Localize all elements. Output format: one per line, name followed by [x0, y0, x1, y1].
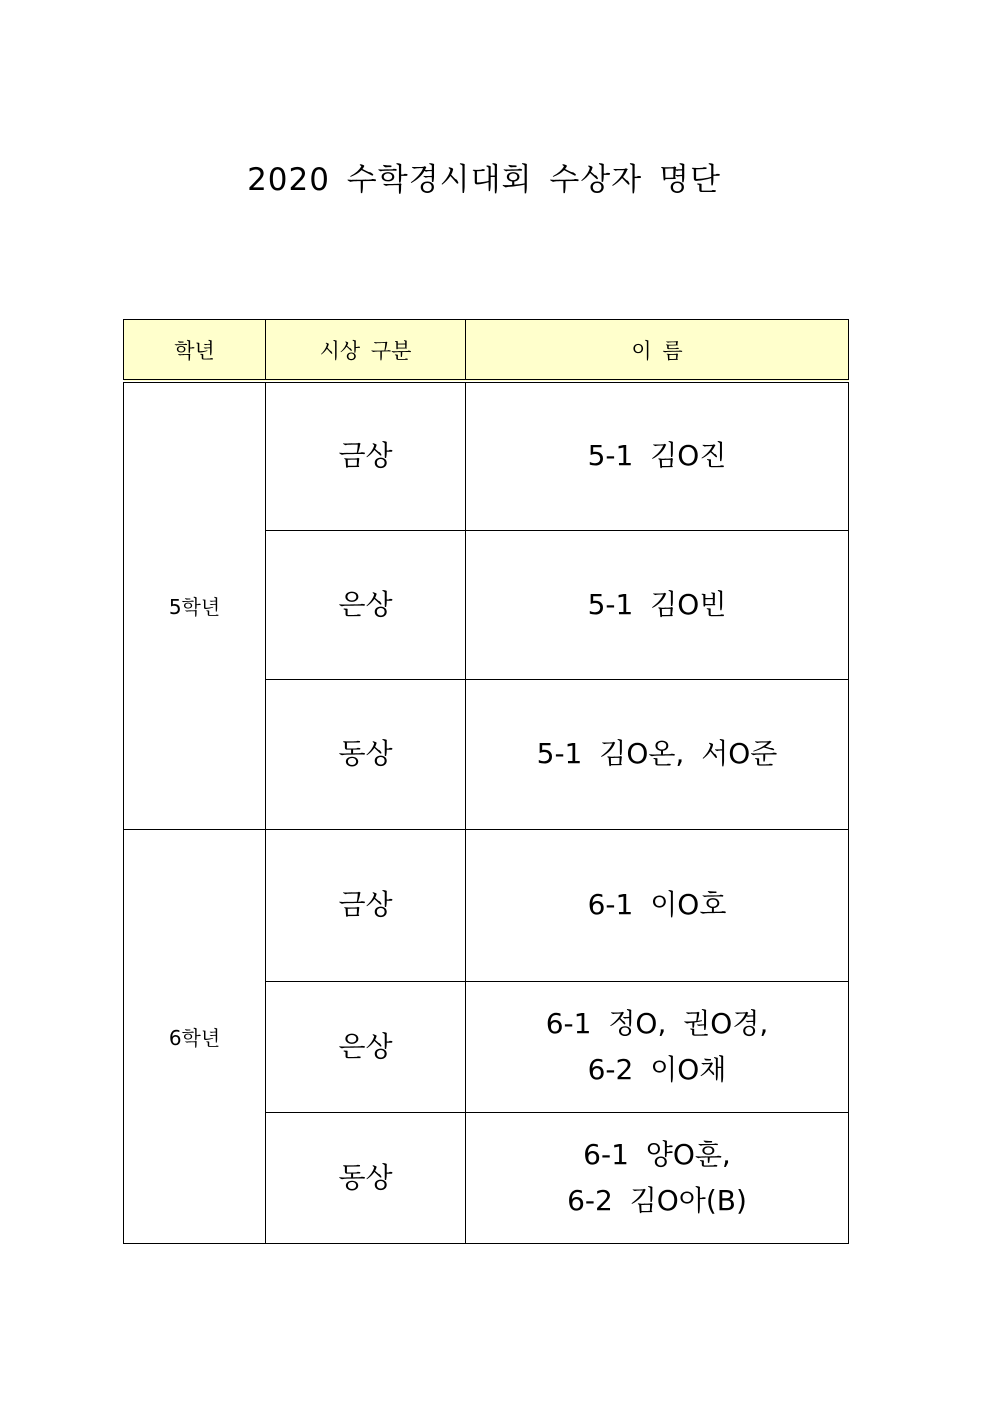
- header-award-category: 시상 구분: [266, 320, 466, 382]
- winner-name: 5-1 김O빈: [587, 587, 727, 621]
- winner-names-cell: [466, 530, 849, 679]
- grade-cell: 6학년: [124, 829, 266, 1243]
- winner-name: 6-2 김O아(B): [567, 1183, 747, 1217]
- award-category-cell: 은상: [266, 981, 466, 1112]
- winner-name: 6-1 정O, 권O경,: [545, 1006, 769, 1040]
- award-category-cell: 동상: [266, 679, 466, 829]
- award-category-cell: 금상: [266, 829, 466, 981]
- grade-cell: 5학년: [124, 381, 266, 829]
- table-row: [124, 381, 849, 530]
- header-grade: 학년: [124, 320, 266, 382]
- table-header-row: [124, 320, 849, 382]
- table-row: [124, 829, 849, 981]
- award-category-cell: 은상: [266, 530, 466, 679]
- winner-name: 6-2 이O채: [587, 1052, 727, 1086]
- winner-name: 5-1 김O온, 서O준: [536, 737, 778, 770]
- winner-names-cell: [466, 679, 849, 829]
- header-name: 이 름: [466, 320, 849, 382]
- winner-names-cell: [466, 981, 849, 1112]
- awards-table: [123, 319, 849, 1244]
- winner-names-cell: [466, 381, 849, 530]
- winner-name: 6-1 양O훈,: [583, 1137, 731, 1171]
- winner-name: 6-1 이O호: [587, 888, 727, 921]
- page-title: 2020 수학경시대회 수상자 명단: [247, 162, 721, 198]
- winner-name: 5-1 김O진: [587, 439, 727, 473]
- winner-names-cell: [466, 829, 849, 981]
- award-category-cell: 금상: [266, 381, 466, 530]
- winner-names-cell: [466, 1112, 849, 1243]
- award-category-cell: 동상: [266, 1112, 466, 1243]
